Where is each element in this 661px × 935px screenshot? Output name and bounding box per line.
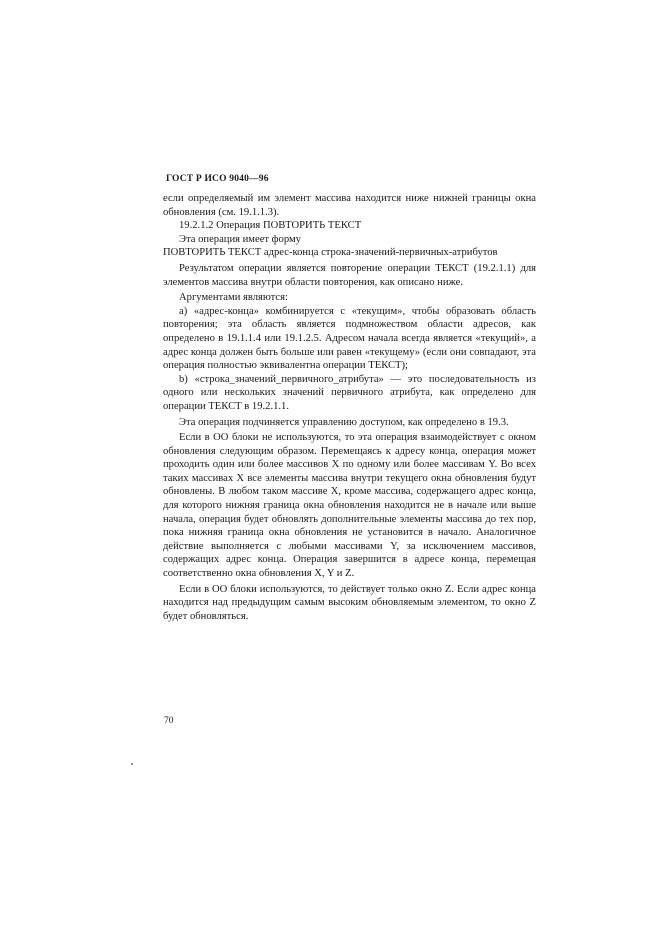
paragraph-continuation: если определяемый им элемент массива находится ниже нижней границы окна обновления (см. 19.1.1.3).	[163, 193, 536, 218]
paragraph-no-blocks: Если в ОО блоки не используются, то эта операция взаимодействует с окном обновления следующим образом. Перемещаясь к адресу конца, операция может проходить один или более массивов X по одному или более массивам Y. Во всех таких массивах X все элементы массива внутри текущего окна обновления будут обновлены. В любом таком массиве X, кроме массива, содержащего адрес конца, для которого нижняя граница окна обновления находится не в начале или выше начала, операция будет обновлять дополнительные элементы массива до тех пор, пока нижняя граница окна обновления не установится в начало. Аналогичное действие выполняется с любыми массивами Y, за исключением массивов, содержащих адрес конца. Операция завершится в адресе конца, перемещая соответственно окна обновления X, Y и Z.	[163, 432, 536, 580]
document-body	[163, 192, 536, 623]
paragraph-result: Результатом операции является повторение операции ТЕКСТ (19.2.1.1) для элементов массива внутри области повторения, как описано ниже.	[163, 262, 536, 288]
document-header: ГОСТ Р ИСО 9040—96	[166, 174, 269, 184]
paragraph-access-control: Эта операция подчиняется управлению доступом, как определено в 19.3.	[179, 416, 509, 428]
scan-speck	[131, 763, 133, 765]
paragraph-form-intro: Эта операция имеет форму	[179, 233, 301, 245]
paragraph-argument-b: b) «строка_значений_первичного_атрибута» — это последовательность из одного или нескольких значений первичного атрибута, как определено для операции ТЕКСТ в 19.2.1.1.	[163, 373, 536, 412]
paragraph-arguments-intro: Аргументами являются:	[179, 292, 288, 304]
page-number: 70	[164, 716, 174, 726]
paragraph-argument-a: а) «адрес-конца» комбинируется с «текущим», чтобы образовать область повторения; эта область является подмножеством области адресов, как определено в 19.1.1.4 или 19.1.2.5. Адресом начала всегда является «текущий», а адрес конца должен быть больше или равен «текущему» (если они совпадают, эта операция полностью эквивалентна операции ТЕКСТ);	[163, 305, 536, 372]
paragraph-with-blocks: Если в ОО блоки используются, то действует только окно Z. Если адрес конца находится над предыдущим самым высоким обновляемым элементом, то окно Z будет обновляться.	[163, 583, 536, 622]
section-heading: 19.2.1.2 Операция ПОВТОРИТЬ ТЕКСТ	[179, 220, 362, 232]
paragraph-syntax: ПОВТОРИТЬ ТЕКСТ адрес-конца строка-значений-первичных-атрибутов	[163, 247, 498, 259]
